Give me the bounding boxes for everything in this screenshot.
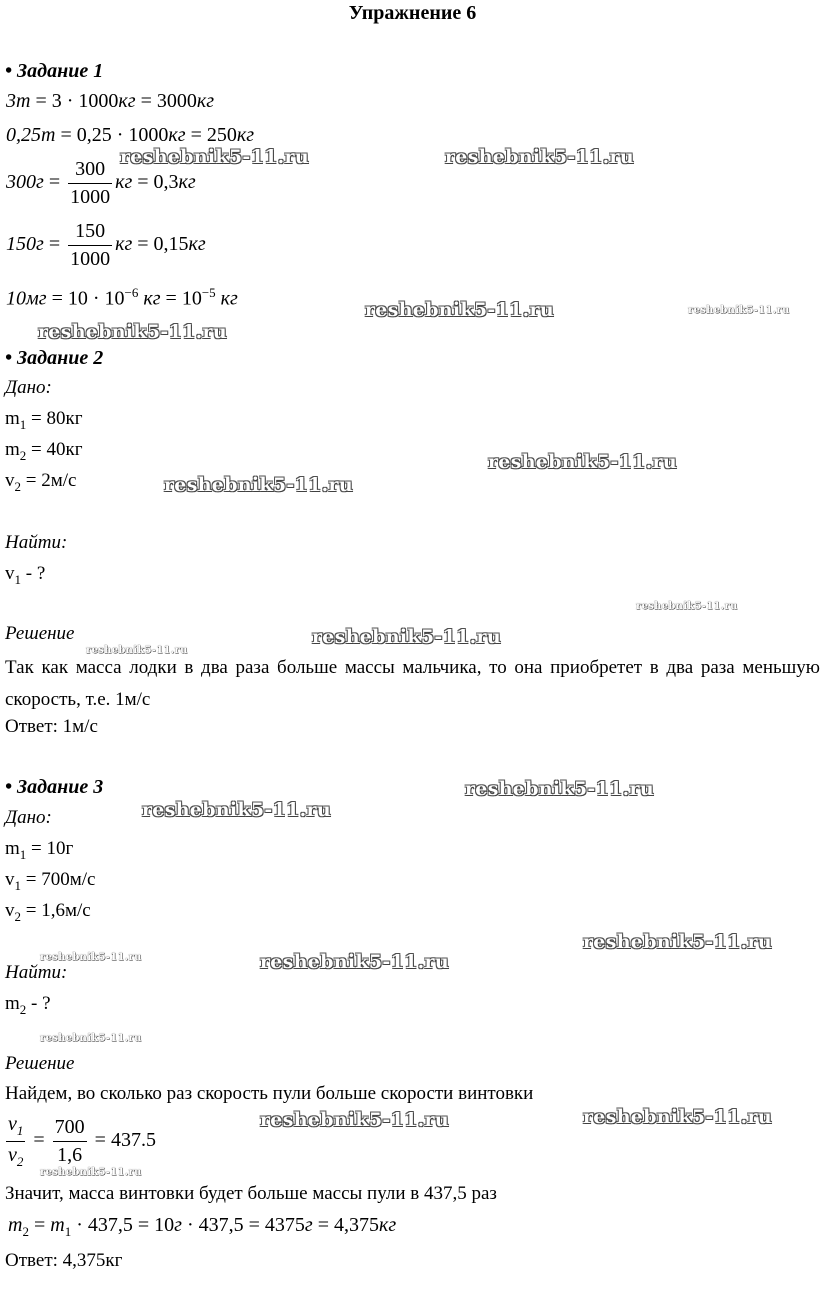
watermark: reshebnik5-11.ru [260,1109,449,1131]
unit: кг [215,287,238,310]
value: - ? [21,563,46,584]
task2-given-1 [5,408,83,433]
watermark: reshebnik5-11.ru [312,626,501,648]
unit: кг [178,171,196,194]
task3-answer: Ответ: 4,375кг [5,1250,123,1271]
fraction [6,1113,25,1170]
task1-line-4 [6,220,206,271]
task1-line-5 [6,286,238,311]
subscript: 2 [19,1001,27,1017]
unit: кг [115,233,133,256]
task2-find [5,563,45,588]
task2-solution: Так как масса лодки в два раза больше массы мальчика, то она приобретет в два раза меньшую скорость, т.е. 1м/с [5,657,820,710]
math-lhs: 10мг [6,287,47,310]
task3-solution-label: Решение [5,1053,75,1074]
task2-given-2 [5,439,83,464]
watermark: reshebnik5-11.ru [164,474,353,496]
watermark: reshebnik5-11.ru [120,146,309,168]
unit: кг [188,233,206,256]
math-expr: = [28,1214,51,1236]
task2-given-label: Дано: [5,377,52,398]
task3-conclusion: Значит, масса винтовки будет больше массы пули в 437,5 раз [5,1183,497,1204]
task3-ratio [6,1113,156,1170]
task3-given-1 [5,838,73,863]
task3-given-label: Дано: [5,807,52,828]
math-expr: = 0,3 [132,171,179,194]
fraction [53,1116,87,1167]
watermark: reshebnik5-11.ru [38,321,227,343]
watermark: reshebnik5-11.ru [260,951,449,973]
value: = 40кг [26,439,83,460]
math-expr: · 437,5 = 10 [71,1214,175,1236]
subscript: 2 [16,1153,24,1169]
fraction-numerator [6,1113,25,1142]
task2-given-3 [5,470,76,495]
math-expr: = 0,15 [132,233,189,256]
subscript: 2 [14,908,21,924]
subscript: 1 [16,1123,24,1138]
fraction-denominator [6,1142,25,1170]
symbol: m [8,1214,23,1236]
task1-line-2 [6,124,254,147]
fraction [68,158,112,209]
task1-heading: • Задание 1 [5,60,104,82]
unit: кг [196,90,215,112]
unit: кг [236,124,255,146]
math-expr: · 437,5 = 4375 [181,1214,305,1236]
math-expr: = 3 · 1000 [30,90,119,112]
watermark: reshebnik5-11.ru [636,601,738,612]
watermark: reshebnik5-11.ru [688,305,790,316]
task3-find-label: Найти: [5,962,68,983]
math-equals: = [48,171,61,194]
subscript: 1 [14,877,21,893]
math-lhs: 3m [6,90,31,112]
symbol: m [5,439,20,460]
unit: кг [115,171,133,194]
value: = 80кг [26,408,83,429]
task3-given-2 [5,869,95,894]
symbol: m [50,1214,65,1236]
task3-given-3 [5,900,91,925]
exponent: −5 [201,285,216,300]
symbol: v [8,1143,17,1166]
watermark: reshebnik5-11.ru [583,931,772,953]
watermark: reshebnik5-11.ru [465,778,654,800]
math-equals: = [33,1129,45,1152]
watermark: reshebnik5-11.ru [488,451,677,473]
math-lhs: 150г [6,233,44,256]
watermark: reshebnik5-11.ru [583,1106,772,1128]
symbol: m [5,408,20,429]
math-expr: = 4,375 [312,1214,379,1236]
fraction-numerator: 150 [68,220,112,246]
task2-answer: Ответ: 1м/с [5,716,98,737]
math-expr: = 10 · 10 [46,287,125,310]
symbol: m [5,838,20,859]
subscript: 1 [14,571,21,587]
unit: г [174,1214,182,1236]
fraction-denominator: 1000 [70,248,111,270]
unit: кг [379,1214,397,1236]
value: - ? [26,993,51,1014]
value: = 2м/с [21,470,77,491]
math-result: = 437.5 [89,1129,156,1152]
watermark: reshebnik5-11.ru [40,1167,142,1178]
math-expr: = 0,25 · 1000 [55,124,169,146]
value: = 700м/с [21,869,96,890]
unit: г [304,1214,313,1236]
fraction-numerator: 700 [53,1116,87,1142]
task3-heading: • Задание 3 [5,776,104,798]
math-expr: = 10 [160,287,202,310]
symbol: v [5,470,15,491]
fraction-denominator: 1,6 [57,1143,83,1166]
math-expr: = 250 [185,124,237,146]
symbol: m [5,993,20,1014]
watermark: reshebnik5-11.ru [40,952,142,963]
watermark: reshebnik5-11.ru [142,799,331,821]
task1-line-1 [6,90,214,113]
watermark: reshebnik5-11.ru [445,146,634,168]
subscript: 2 [22,1224,29,1239]
unit: кг [118,90,136,112]
value: = 10г [26,838,74,859]
subscript: 2 [14,478,21,494]
task3-find [5,993,51,1018]
exponent: −6 [124,285,139,300]
symbol: v [8,1113,17,1135]
watermark: reshebnik5-11.ru [365,299,554,321]
fraction-denominator: 1000 [70,186,111,208]
subscript: 1 [19,416,27,432]
task2-heading: • Задание 2 [5,347,104,369]
symbol: v [5,869,15,890]
subscript: 1 [64,1224,72,1239]
unit: кг [168,124,186,146]
fraction [68,220,112,271]
math-lhs: 0,25m [6,124,56,146]
fraction-numerator: 300 [68,158,112,184]
math-equals: = [48,233,61,256]
subscript: 1 [19,846,27,862]
unit: кг [138,287,161,310]
symbol: v [5,563,15,584]
task2-find-label: Найти: [5,532,68,553]
task3-solution-text: Найдем, во сколько раз скорость пули больше скорости винтовки [5,1083,534,1104]
watermark: reshebnik5-11.ru [86,645,188,656]
task3-formula [8,1214,396,1240]
watermark: reshebnik5-11.ru [40,1033,142,1044]
math-lhs: 300г [6,171,44,194]
subscript: 2 [19,447,27,463]
math-expr: = 3000 [135,90,197,112]
page-title: Упражнение 6 [348,2,477,24]
value: = 1,6м/с [21,900,91,921]
task2-solution-label: Решение [5,623,75,644]
symbol: v [5,900,15,921]
